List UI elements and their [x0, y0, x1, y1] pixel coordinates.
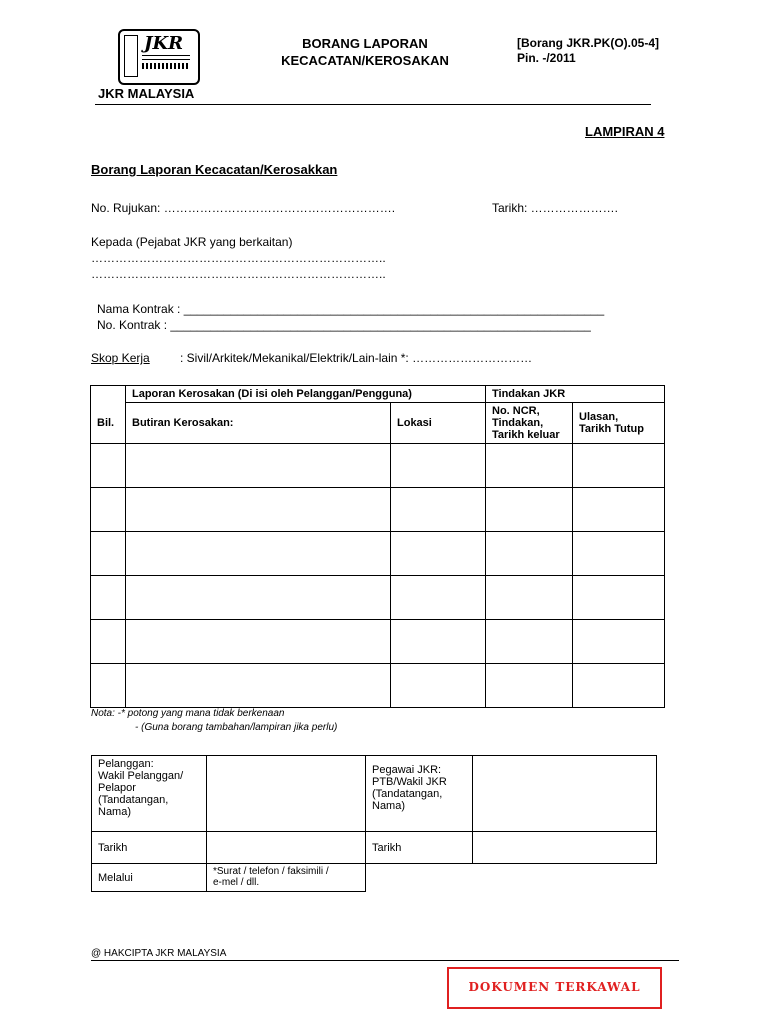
table-row[interactable]: [91, 444, 665, 488]
col-butiran: Butiran Kerosakan:: [126, 403, 391, 444]
jkr-group-header: Tindakan JKR: [486, 386, 665, 403]
melalui-options[interactable]: *Surat / telefon / faksimili / e-mel / dll.: [207, 864, 366, 892]
table-row[interactable]: [91, 664, 665, 708]
form-ref: [Borang JKR.PK(O).05-4]: [517, 36, 660, 50]
tarikh-field[interactable]: Tarikh: ………………….: [492, 201, 619, 215]
logo-building-icon: [124, 35, 138, 77]
pelanggan-signature[interactable]: [207, 756, 366, 832]
col-ulasan: Ulasan, Tarikh Tutup: [573, 403, 665, 444]
header-divider: [95, 104, 651, 105]
pegawai-label: Pegawai JKR: PTB/Wakil JKR (Tandatangan, Nama): [366, 756, 473, 832]
form-title: Borang Laporan Kecacatan/Kerosakkan: [91, 162, 338, 177]
table-row[interactable]: [91, 620, 665, 664]
title-line2: KECACATAN/KEROSAKAN: [281, 53, 449, 68]
tarikh-left-label: Tarikh: [92, 832, 207, 864]
logo-text: JKR: [144, 33, 184, 54]
note-line-2: - (Guna borang tambahan/lampiran jika perlu): [135, 722, 338, 733]
tarikh-right-label: Tarikh: [366, 832, 473, 864]
title-line1: BORANG LAPORAN: [302, 36, 428, 51]
controlled-document-stamp: [447, 967, 662, 1009]
form-pin: Pin. -/2011: [517, 51, 576, 65]
nama-kontrak-field[interactable]: Nama Kontrak : _______________________________________________________________: [97, 302, 605, 316]
org-name: JKR MALAYSIA: [98, 86, 195, 101]
pegawai-signature[interactable]: [473, 756, 657, 832]
col-bil: Bil.: [91, 403, 126, 444]
damage-group-header: Laporan Kerosakan (Di isi oleh Pelanggan/Pengguna): [126, 386, 486, 403]
pelanggan-label: Pelanggan: Wakil Pelanggan/ Pelapor (Tandatangan, Nama): [92, 756, 207, 832]
skop-kerja-label: Skop Kerja: [91, 351, 150, 365]
kepada-line-1[interactable]: ………………………………………………………………..: [91, 251, 386, 265]
damage-report-table: [90, 385, 665, 708]
skop-kerja-field[interactable]: : Sivil/Arkitek/Mekanikal/Elektrik/Lain-lain *: …………………………: [180, 351, 533, 365]
kepada-label: Kepada (Pejabat JKR yang berkaitan): [91, 235, 293, 249]
copyright: @ HAKCIPTA JKR MALAYSIA: [91, 948, 227, 959]
table-row[interactable]: [91, 488, 665, 532]
table-row[interactable]: [91, 576, 665, 620]
melalui-label: Melalui: [92, 864, 207, 892]
note-line-1: Nota: -* potong yang mana tidak berkenaan: [91, 708, 285, 719]
lampiran-label: LAMPIRAN 4: [585, 124, 665, 139]
tarikh-left-value[interactable]: [207, 832, 366, 864]
tarikh-right-value[interactable]: [473, 832, 657, 864]
no-kontrak-field[interactable]: No. Kontrak : _______________________________________________________________: [97, 318, 591, 332]
table-row[interactable]: [91, 532, 665, 576]
signature-table: [91, 755, 657, 892]
stamp-text: DOKUMEN TERKAWAL: [468, 980, 641, 994]
col-lokasi: Lokasi: [391, 403, 486, 444]
jkr-logo: [118, 29, 200, 85]
no-rujukan-field[interactable]: No. Rujukan: ………………………………………………….: [91, 201, 396, 215]
footer-divider: [91, 960, 679, 961]
col-ncr: No. NCR, Tindakan, Tarikh keluar: [486, 403, 573, 444]
kepada-line-2[interactable]: ………………………………………………………………..: [91, 267, 386, 281]
